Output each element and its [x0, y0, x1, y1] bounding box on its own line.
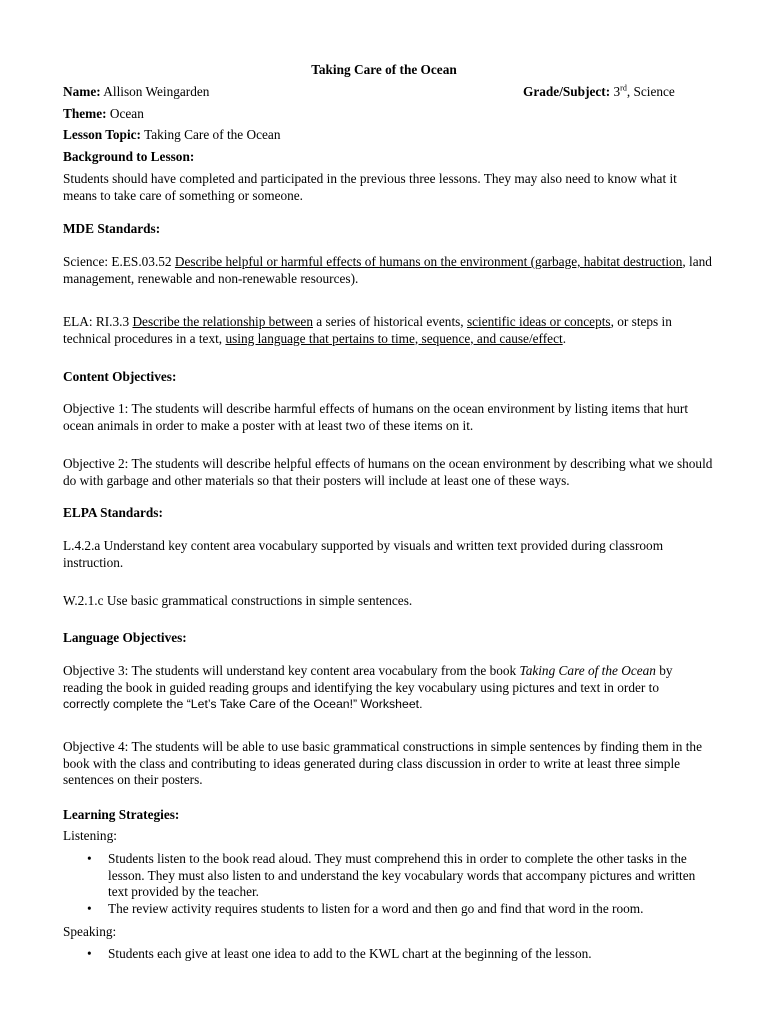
theme-label: Theme: [63, 106, 107, 121]
lesson-topic-line [63, 127, 713, 144]
elpa-standard-2: W.2.1.c Use basic grammatical constructions in simple sentences. [63, 593, 413, 608]
grade-subject-line [523, 84, 675, 101]
ela-standard-code: ELA: RI.3.3 [63, 314, 133, 329]
ela-underline-2: scientific ideas or concepts [466, 314, 611, 329]
elpa-standard-1: L.4.2.a Understand key content area vocabulary supported by visuals and written text provided during classroom instruction. [63, 538, 664, 570]
objective-1: Objective 1: The students will describe harmful effects of humans on the ocean environment by listing items that hurt ocean animals in order to make a poster with at least two of these items on it. [63, 401, 689, 433]
ela-text-1: a series of historical events, [312, 314, 467, 329]
ela-standard [63, 314, 713, 347]
science-standard-code: Science: E.ES.03.52 [63, 254, 175, 269]
theme-line [63, 106, 713, 123]
elpa-standards-heading: ELPA Standards: [63, 505, 163, 520]
science-standard-underlined: Describe helpful or harmful effects of humans on the environment (garbage, habitat destruction [174, 254, 683, 269]
content-objectives-heading: Content Objectives: [63, 369, 177, 384]
theme-value: Ocean [109, 106, 144, 121]
list-item-text: Students each give at least one idea to add to the KWL chart at the beginning of the lesson. [108, 946, 592, 961]
objective-3-text-cont: by reading the book in guided reading groups and identifying the key vocabulary using pictures and text in order to [63, 663, 673, 695]
list-item-text: Students listen to the book read aloud. They must comprehend this in order to complete the other tasks in the lesson. They must also listen to and understand the key vocabulary words that accompany pictures and written text provided by the teacher. [108, 851, 696, 899]
grade-label: Grade/Subject: [523, 84, 611, 99]
objective-3-worksheet: correctly complete the “Let’s Take Care of the Ocean!” Worksheet. [63, 697, 423, 711]
grade-number: 3 [613, 84, 621, 99]
grade-suffix: rd [620, 83, 627, 93]
science-standard [63, 254, 713, 287]
science-standard-rest: , land management, renewable and non-renewable resources). [63, 254, 712, 286]
mde-standards-heading: MDE Standards: [63, 221, 161, 236]
ela-text-2: , or steps in technical procedures in a text, [63, 314, 672, 346]
name-label: Name: [63, 84, 101, 99]
objective-4: Objective 4: The students will be able to use basic grammatical constructions in simple sentences by finding them in the book with the class and contributing to ideas generated during class discussion in order to write at least three simple sentences on their posters. [63, 739, 702, 787]
objective-3-text: Objective 3: The students will understand key content area vocabulary from the book [63, 663, 520, 678]
ela-underline-3: using language that pertains to time, sequence, and cause/effect [225, 330, 563, 346]
list-item [63, 851, 713, 901]
ela-underline-1: Describe the relationship between [132, 314, 313, 329]
document-title: Taking Care of the Ocean [311, 62, 457, 77]
background-heading: Background to Lesson: [63, 149, 195, 164]
listening-list [63, 851, 713, 917]
bullet-icon: • [87, 900, 92, 916]
bullet-icon: • [87, 946, 92, 961]
lesson-topic-label: Lesson Topic: [63, 127, 141, 142]
language-objectives-heading: Language Objectives: [63, 630, 187, 645]
list-item-text: The review activity requires students to listen for a word and then go and find that word in the room. [108, 900, 644, 916]
grade-subject: , Science [626, 84, 675, 99]
objective-3 [63, 663, 713, 713]
listening-label: Listening: [63, 828, 117, 843]
objective-3-book-title: Taking Care of the Ocean [519, 663, 656, 678]
learning-strategies-heading: Learning Strategies: [63, 807, 180, 822]
list-item [63, 946, 713, 963]
objective-2: Objective 2: The students will describe helpful effects of humans on the ocean environment by describing what we should do with garbage and other materials so that their posters will include at least one of these ways. [63, 456, 713, 488]
name-value: Allison Weingarden [103, 84, 210, 99]
background-text: Students should have completed and participated in the previous three lessons. They may also need to know what it means to take care of something or someone. [63, 171, 677, 203]
ela-text-end: . [562, 330, 567, 346]
speaking-list [63, 946, 713, 963]
bullet-icon: • [87, 851, 92, 866]
list-item [63, 901, 713, 918]
lesson-topic-value: Taking Care of the Ocean [144, 127, 281, 142]
speaking-label: Speaking: [63, 924, 117, 939]
